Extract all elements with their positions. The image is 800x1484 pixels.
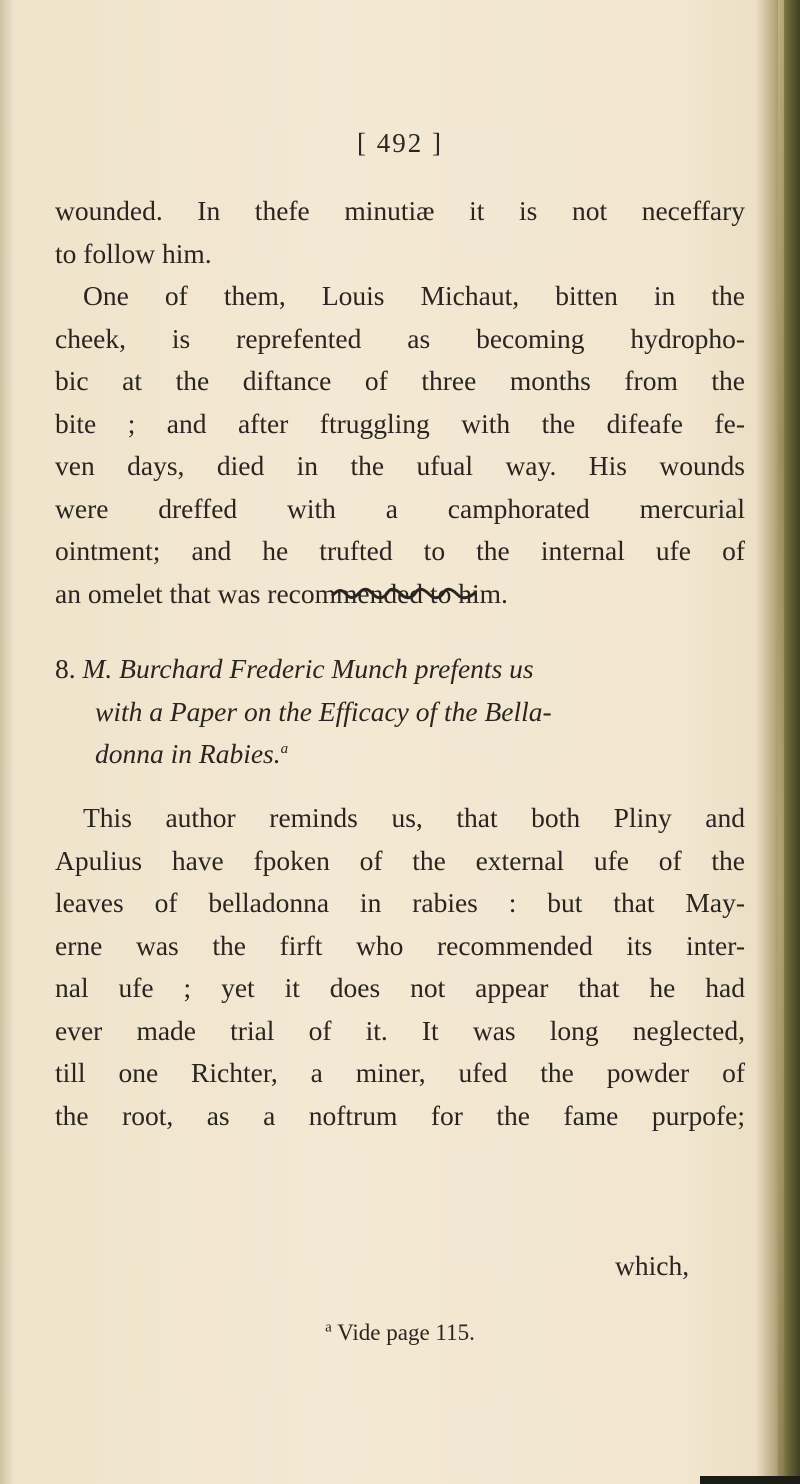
page-number: [ 492 ]: [357, 128, 443, 158]
text-line: One of them, Louis Michaut, bitten in the: [83, 280, 745, 311]
text-line: ven days, died in the ufual way. His wounds: [55, 450, 745, 481]
text-line: to follow him.: [55, 237, 212, 269]
section-ornament-divider: [330, 587, 480, 601]
section-heading: [55, 647, 755, 775]
text-line: wounded. In thefe minutiæ it is not neceffary: [55, 195, 745, 226]
section-title-text: donna in Rabies.: [95, 738, 281, 769]
text-line: bic at the diftance of three months from the: [55, 365, 745, 396]
text-line: nal ufe ; yet it does not appear that he had: [55, 972, 745, 1003]
section-number: 8.: [55, 653, 76, 684]
page-gutter-shadow: [0, 0, 14, 1484]
paragraph-3: [55, 797, 745, 1137]
text-line: ointment; and he trufted to the internal ufe of: [55, 535, 745, 566]
text-line: the root, as a noftrum for the fame purpofe;: [55, 1099, 745, 1131]
page-edge-highlight: [778, 0, 784, 1484]
text-line: till one Richter, a miner, ufed the powder of: [55, 1057, 745, 1088]
text-line: ever made trial of it. It was long neglected,: [55, 1014, 745, 1046]
text-line: erne was the firft who recommended its inter-: [55, 929, 745, 961]
section-title-line: [55, 732, 755, 775]
paragraph-2: [55, 275, 745, 615]
text-line: leaves of belladonna in rabies : but that May-: [55, 887, 745, 918]
footnote: [0, 1320, 800, 1346]
paragraph-1: [55, 190, 745, 275]
footnote-reference: a: [280, 740, 289, 757]
text-line: Apulius have fpoken of the external ufe of the: [55, 844, 745, 876]
page-bottom-edge: [700, 1476, 800, 1484]
text-line: an omelet that was recommended to him.: [55, 577, 508, 609]
footnote-marker: a: [325, 1319, 332, 1336]
text-line: were dreffed with a camphorated mercurial: [55, 492, 745, 524]
text-line: bite ; and after ftruggling with the difeafe fe-: [55, 407, 745, 439]
section-title-text: M. Burchard Frederic Munch prefents us: [82, 653, 534, 684]
section-title-line: [55, 647, 755, 690]
footnote-text: Vide page 115.: [337, 1320, 475, 1345]
text-line: This author reminds us, that both Pliny and: [83, 802, 745, 833]
text-line: cheek, is reprefented as becoming hydropho-: [55, 322, 745, 354]
section-title-line: with a Paper on the Efficacy of the Bella-: [95, 695, 552, 727]
catchword: which,: [615, 1250, 690, 1281]
